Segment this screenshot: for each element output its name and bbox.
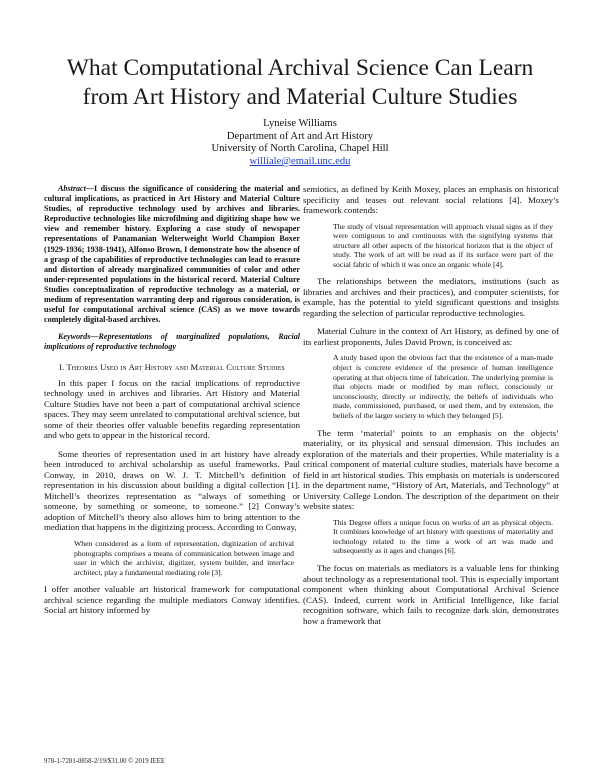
abstract-label: Abstract— (58, 184, 94, 193)
author-name: Lyneise Williams (263, 118, 337, 129)
body-paragraph: The relationships between the mediators, institutions (such as libraries and archives and their practices), and computer scientists, for example, has the potential to yield significant questions and insights regarding the selection of particular reproductive technologies. (303, 276, 559, 318)
block-quote: This Degree offers a unique focus on works of art as physical objects. It combines knowledge of art history with questions of materiality and technology related to the time a work of art was made and subsequently as it ages and changes [6]. (333, 517, 553, 556)
keywords: Keywords—Representations of marginalized populations, Racial implications of reproductive technology (44, 332, 300, 352)
abstract (44, 184, 300, 325)
author-email-link[interactable]: williale@email.unc.edu (249, 155, 351, 167)
section-heading: I. Theories Used in Art History and Material Culture Studies (59, 361, 285, 372)
title-line-1: What Computational Archival Science Can Learn (66, 55, 534, 81)
body-paragraph: In this paper I focus on the racial implications of reproductive technology used in archives and libraries. Art History and Material Culture Studies have not been a part of computational archival science spaces. They may seem unrelated to computational archival science, but some of their theories offer valuable benefits regarding representation and who gets to appear in the historical record. (44, 377, 300, 441)
body-paragraph: Material Culture in the context of Art History, as defined by one of its earliest proponents, Jules David Prown, is conceived as: (303, 326, 559, 347)
body-paragraph: Some theories of representation used in art history have already been introduced to archival scholarship as useful frameworks. Paul Conway, in 2010, draws on W. J. T. Mitchell’s definition of representation in his discussion about building a digital collection [1]. Mitchell’s theorizes representation as “always of something or someone, by something or someone, to someone.” [2] Conway’s adoption of Mitchell’s theory also allows him to bring attention to the mediation that happens in the digitizing process. According to Conway, (44, 448, 300, 533)
left-column (44, 184, 300, 616)
author-block (100, 118, 500, 168)
block-quote: When considered as a form of representation, digitization of archival photographs comprises a means of communication between image and user in which the archivist, digitizer, system builder, and interface architect, play a fundamental mediating role [3]. (74, 538, 294, 577)
abstract-text: I discuss the significance of considering the material and cultural implications, as practiced in Art History and Material Culture Studies, of reproductive technology used by archives and libraries. Reproductive technologies like microfilming and digitizing shape how we view and remember history. Exploring a case study of newspaper representations of Panamanian Welterweight World Champion Boxer (1929-1936; 1938-1941), Alfonso Brown, I demonstrate how the absence of a grasp of the capabilities of reproductive technologies can lead to erasure and distortion of already marginalized communities of color and other under-represented populations in the historical record. Material Culture Studies conceptualization of reproductive technology as a material, or medium of representation warranting deep and rigorous consideration, is useful for computational archival science (CAS) as we move towards completely digital-based archives. (44, 184, 300, 325)
body-paragraph: The focus on materials as mediators is a valuable lens for thinking about technology as a representational tool. This is especially important component when thinking about Computational Archival Science (CAS). Indeed, current work in Artificial Intelligence, like facial recognition software, which fails to recognize dark skin, demonstrates how a framework that (303, 563, 559, 626)
copyright-footer: 978-1-7281-0858-2/19/$31.00 © 2019 IEEE (44, 758, 166, 765)
block-quote: The study of visual representation will approach visual signs as if they were contiguous to and continuous with the signifying systems that structure all other aspects of the historical horizon that is the object of study. The work of art will be read as if its surface were part of the social fabric of which it was once an organic whole [4]. (333, 221, 553, 269)
author-department: Department of Art and Art History (226, 130, 374, 142)
body-paragraph: semiotics, as defined by Keith Moxey, places an emphasis on historical specificity and teases out relevant social relations [4]. Moxey’s framework contends: (303, 184, 559, 215)
body-paragraph: The term ‘material’ points to an emphasis on the objects’ materiality, or its physical and sensual dimension. This includes an exploration of the materials and their properties. While materiality is a critical component of material culture studies, materials have become a field in art historical studies. This emphasis on materials is underscored in the department name, “History of Art, Materials, and Technology” at University College London. The description of the department on their website states: (303, 427, 559, 512)
title-line-2: from Art History and Material Culture Studies (82, 84, 518, 110)
author-university: University of North Carolina, Chapel Hill (211, 143, 389, 155)
block-quote: A study based upon the obvious fact that the existence of a man-made object is concrete evidence of the presence of human intelligence operating at that objects time of fabrication. The underlying premise is that objects made or modified by man reflect, consciously or unconsciously, directly or indirectly, the beliefs of individuals who made, commissioned, purchased, or used them, and by extension, the beliefs of the larger society to which they belonged [5]. (333, 353, 553, 421)
body-paragraph: I offer another valuable art historical framework for computational archival science regarding the multiple mediators Conway identifies. Social art history informed by (44, 584, 300, 616)
right-column (303, 184, 559, 626)
paper-title (40, 54, 560, 112)
